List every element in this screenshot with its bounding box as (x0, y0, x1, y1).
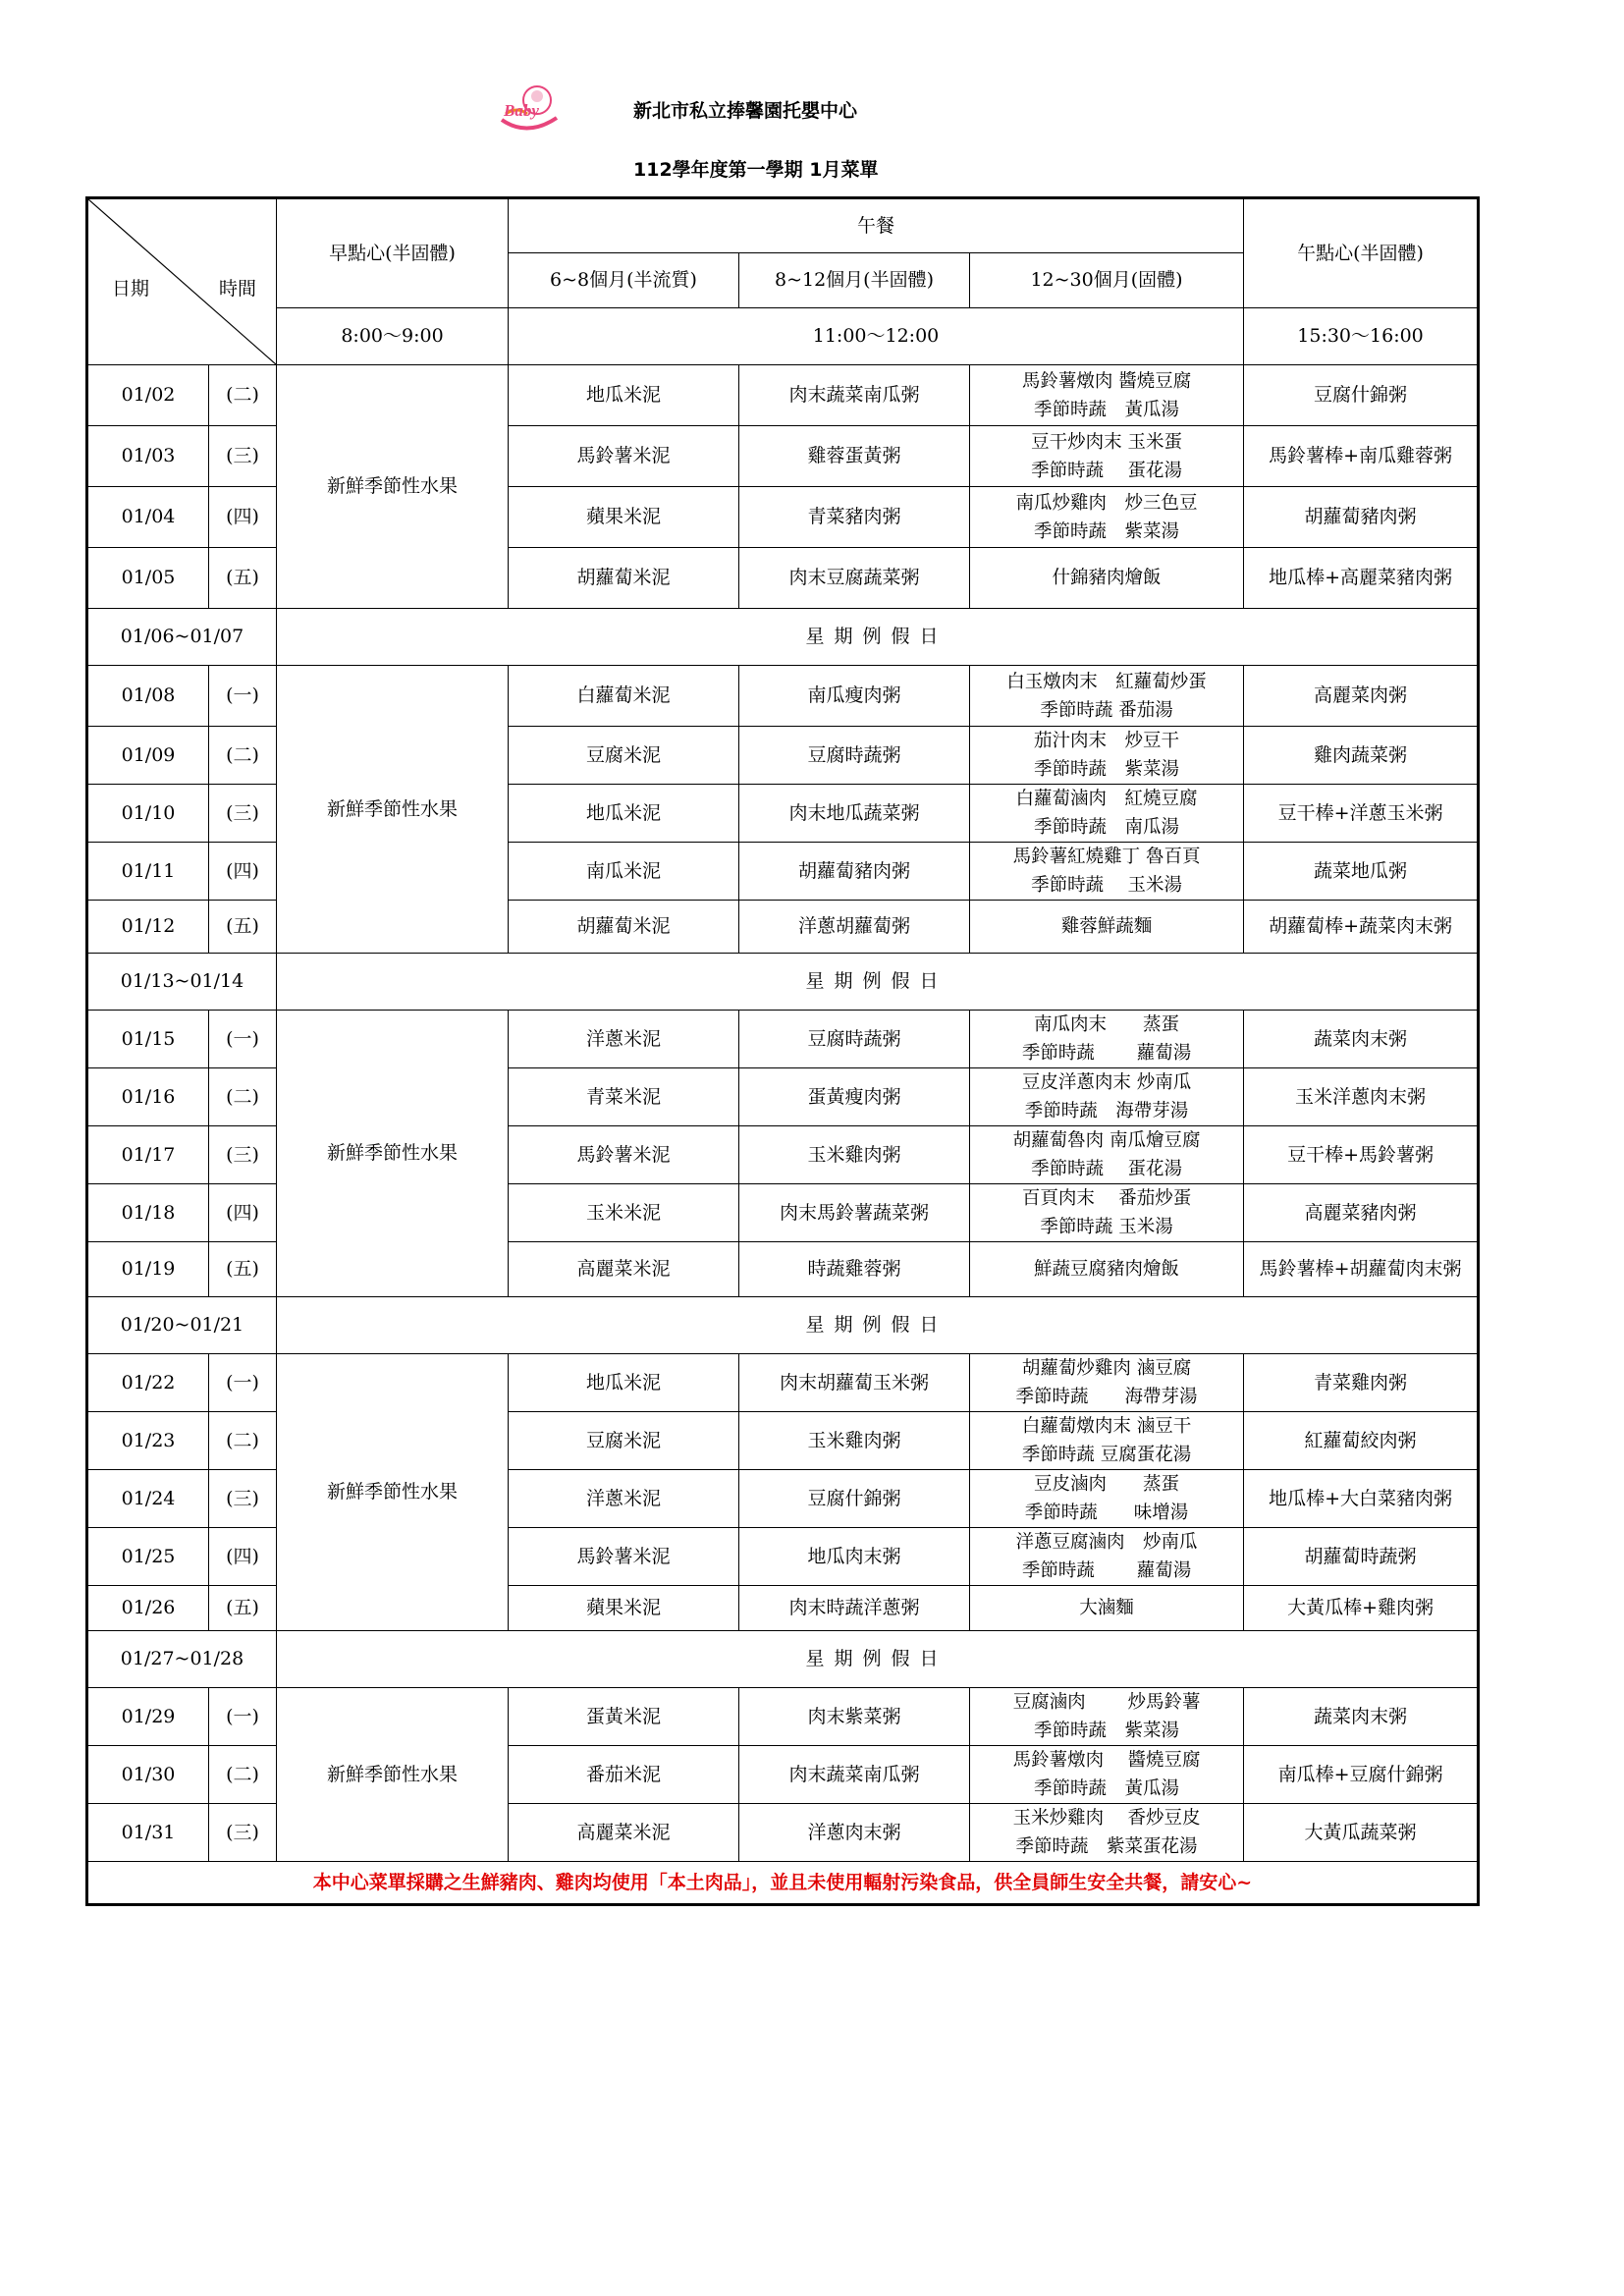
day-of-week: (三) (209, 1470, 277, 1528)
day-date: 01/25 (87, 1528, 209, 1586)
meal-line: 豆干炒肉末 玉米蛋 (1031, 431, 1182, 453)
day-date: 01/15 (87, 1011, 209, 1068)
meal-line: 洋蔥豆腐滷肉 炒南瓜 (1015, 1532, 1198, 1553)
lunch-6-8-meal: 豆腐米泥 (509, 1412, 739, 1470)
afternoon-snack: 高麗菜肉粥 (1244, 666, 1479, 727)
meal-line: 馬鈴薯燉肉 醬燒豆腐 (1012, 1750, 1201, 1771)
day-date: 01/29 (87, 1688, 209, 1746)
lunch-6-8-meal: 地瓜米泥 (509, 365, 739, 426)
lunch-12-30-meal (970, 1354, 1244, 1412)
meal-line: 馬鈴薯紅燒雞丁 魯百頁 (1012, 847, 1201, 867)
afternoon-snack: 蔬菜肉末粥 (1244, 1688, 1479, 1746)
holiday-row (87, 954, 1479, 1011)
lunch-8-12-meal: 雞蓉蛋黃粥 (739, 426, 970, 487)
day-of-week: (五) (209, 1242, 277, 1297)
lunch-6-8-meal: 南瓜米泥 (509, 843, 739, 901)
lunch-12-30-meal (970, 1242, 1244, 1297)
lunch-12-30-meal (970, 901, 1244, 954)
holiday-dates: 01/06~01/07 (87, 609, 277, 666)
lunch-12-30-meal (970, 1011, 1244, 1068)
lunch-time: 11:00～12:00 (509, 308, 1244, 365)
day-date: 01/18 (87, 1184, 209, 1242)
meal-line: 季節時蔬 蘿蔔湯 (1021, 1043, 1192, 1064)
day-date: 01/30 (87, 1746, 209, 1804)
lunch-8-12-meal: 肉末蔬菜南瓜粥 (739, 365, 970, 426)
afternoon-snack: 胡蘿蔔時蔬粥 (1244, 1528, 1479, 1586)
meal-line: 季節時蔬 紫菜湯 (1034, 520, 1180, 542)
lunch-header: 午餐 (509, 198, 1244, 253)
day-of-week: (二) (209, 1746, 277, 1804)
afternoon-snack: 大黃瓜蔬菜粥 (1244, 1804, 1479, 1862)
meal-line: 季節時蔬 玉米湯 (1031, 875, 1182, 896)
breakfast-header: 早點心(半固體) (277, 198, 509, 308)
meal-line: 雞蓉鮮蔬麵 (1060, 916, 1153, 937)
meal-line: 季節時蔬 黃瓜湯 (1034, 399, 1180, 420)
day-of-week: (二) (209, 727, 277, 785)
day-date: 01/02 (87, 365, 209, 426)
lunch-6-8-meal: 高麗菜米泥 (509, 1804, 739, 1862)
table-row (87, 365, 1479, 426)
afternoon-snack: 地瓜棒+大白菜豬肉粥 (1244, 1470, 1479, 1528)
day-date: 01/04 (87, 487, 209, 548)
meal-line: 季節時蔬 紫菜蛋花湯 (1015, 1836, 1198, 1857)
lunch-6-8-meal: 蘋果米泥 (509, 487, 739, 548)
lunch-6-8-meal: 白蘿蔔米泥 (509, 666, 739, 727)
breakfast-fruit: 新鮮季節性水果 (277, 1354, 509, 1631)
lunch-8-12-meal: 豆腐什錦粥 (739, 1470, 970, 1528)
lunch-8-12-meal: 胡蘿蔔豬肉粥 (739, 843, 970, 901)
lunch-6-8-meal: 洋蔥米泥 (509, 1011, 739, 1068)
lunch-6-8-meal: 蛋黃米泥 (509, 1688, 739, 1746)
breakfast-fruit: 新鮮季節性水果 (277, 1011, 509, 1297)
meal-line: 季節時蔬 紫菜湯 (1034, 1721, 1180, 1741)
lunch-8-12-meal: 玉米雞肉粥 (739, 1126, 970, 1184)
table-row (87, 1354, 1479, 1412)
meal-line: 胡蘿蔔炒雞肉 滷豆腐 (1021, 1358, 1192, 1379)
meal-line: 百頁肉末 番茄炒蛋 (1021, 1188, 1192, 1209)
lunch-8-12-meal: 玉米雞肉粥 (739, 1412, 970, 1470)
lunch-12-30-meal (970, 1746, 1244, 1804)
table-row (87, 666, 1479, 727)
lunch-12-30-meal (970, 1184, 1244, 1242)
day-of-week: (四) (209, 1528, 277, 1586)
afternoon-snack: 大黃瓜棒+雞肉粥 (1244, 1586, 1479, 1631)
lunch-8-12-meal: 洋蔥肉末粥 (739, 1804, 970, 1862)
day-of-week: (四) (209, 1184, 277, 1242)
meal-line: 季節時蔬 番茄湯 (1040, 699, 1173, 721)
meal-line: 季節時蔬 紫菜湯 (1034, 759, 1180, 780)
meal-line: 季節時蔬 味增湯 (1024, 1503, 1189, 1523)
day-date: 01/12 (87, 901, 209, 954)
meal-line: 白蘿蔔燉肉末 滷豆干 (1021, 1416, 1192, 1437)
day-of-week: (三) (209, 426, 277, 487)
lunch-12-30-meal (970, 365, 1244, 426)
afternoon-snack: 青菜雞肉粥 (1244, 1354, 1479, 1412)
lunch-6-8-meal: 番茄米泥 (509, 1746, 739, 1804)
day-of-week: (三) (209, 785, 277, 843)
day-date: 01/03 (87, 426, 209, 487)
day-date: 01/10 (87, 785, 209, 843)
lunch-8-12-meal: 豆腐時蔬粥 (739, 727, 970, 785)
menu-title: 112學年度第一學期 1月菜單 (633, 159, 879, 181)
meal-line: 茄汁肉末 炒豆干 (1034, 731, 1180, 751)
snack-header: 午點心(半固體) (1244, 198, 1479, 308)
day-of-week: (一) (209, 666, 277, 727)
afternoon-snack: 南瓜棒+豆腐什錦粥 (1244, 1746, 1479, 1804)
holiday-row (87, 1297, 1479, 1354)
lunch-6-8-meal: 蘋果米泥 (509, 1586, 739, 1631)
day-of-week: (三) (209, 1126, 277, 1184)
meal-line: 南瓜肉末 蒸蛋 (1034, 1014, 1180, 1035)
day-of-week: (四) (209, 843, 277, 901)
afternoon-snack: 紅蘿蔔絞肉粥 (1244, 1412, 1479, 1470)
lunch-8-12-meal: 時蔬雞蓉粥 (739, 1242, 970, 1297)
date-header: 日期 (112, 278, 150, 300)
notice-row (87, 1862, 1479, 1905)
holiday-row (87, 1631, 1479, 1688)
day-of-week: (五) (209, 548, 277, 609)
lunch-6-8-meal: 玉米米泥 (509, 1184, 739, 1242)
lunch-8-12-meal: 青菜豬肉粥 (739, 487, 970, 548)
lunch-6-8-meal: 胡蘿蔔米泥 (509, 548, 739, 609)
lunch-6-8-meal: 馬鈴薯米泥 (509, 426, 739, 487)
afternoon-snack: 豆腐什錦粥 (1244, 365, 1479, 426)
meal-line: 季節時蔬 海帶芽湯 (1024, 1101, 1189, 1121)
table-row (87, 1688, 1479, 1746)
afternoon-snack: 胡蘿蔔棒+蔬菜肉末粥 (1244, 901, 1479, 954)
day-date: 01/16 (87, 1068, 209, 1126)
meal-line: 白玉燉肉末 紅蘿蔔炒蛋 (1006, 671, 1207, 692)
lunch-6-8-meal: 馬鈴薯米泥 (509, 1528, 739, 1586)
lunch-8-12-meal: 南瓜瘦肉粥 (739, 666, 970, 727)
lunch-12-30-meal (970, 548, 1244, 609)
breakfast-fruit: 新鮮季節性水果 (277, 1688, 509, 1862)
breakfast-fruit: 新鮮季節性水果 (277, 365, 509, 609)
day-of-week: (一) (209, 1688, 277, 1746)
meal-line: 季節時蔬 蛋花湯 (1031, 460, 1182, 481)
lunch-6-8-meal: 胡蘿蔔米泥 (509, 901, 739, 954)
snack-time: 15:30～16:00 (1244, 308, 1479, 365)
day-date: 01/31 (87, 1804, 209, 1862)
lunch-12-30-meal (970, 487, 1244, 548)
lunch-8-12-meal: 肉末紫菜粥 (739, 1688, 970, 1746)
meal-line: 季節時蔬 蛋花湯 (1031, 1159, 1182, 1179)
lunch-8-12-meal: 肉末豆腐蔬菜粥 (739, 548, 970, 609)
meal-line: 南瓜炒雞肉 炒三色豆 (1015, 492, 1198, 514)
day-of-week: (三) (209, 1804, 277, 1862)
lunch-8-12-meal: 肉末時蔬洋蔥粥 (739, 1586, 970, 1631)
lunch-6-8-meal: 高麗菜米泥 (509, 1242, 739, 1297)
day-of-week: (二) (209, 365, 277, 426)
lunch-12-30-meal (970, 785, 1244, 843)
holiday-label: 星期例假日 (277, 1631, 1479, 1688)
lunch-12-30-meal (970, 1586, 1244, 1631)
lunch-12-30-meal (970, 666, 1244, 727)
afternoon-snack: 蔬菜肉末粥 (1244, 1011, 1479, 1068)
organization-name: 新北市私立捧馨園托嬰中心 (633, 100, 858, 122)
day-date: 01/24 (87, 1470, 209, 1528)
meal-line: 季節時蔬 南瓜湯 (1034, 817, 1180, 838)
holiday-dates: 01/13~01/14 (87, 954, 277, 1011)
lunch-6-8-meal: 青菜米泥 (509, 1068, 739, 1126)
lunch-6-8-meal: 地瓜米泥 (509, 785, 739, 843)
lunch-12-30-meal (970, 1126, 1244, 1184)
day-date: 01/23 (87, 1412, 209, 1470)
holiday-dates: 01/20~01/21 (87, 1297, 277, 1354)
svg-text:Baby: Baby (504, 101, 539, 120)
breakfast-time: 8:00～9:00 (277, 308, 509, 365)
day-date: 01/17 (87, 1126, 209, 1184)
day-date: 01/22 (87, 1354, 209, 1412)
lunch-6-8-meal: 地瓜米泥 (509, 1354, 739, 1412)
meal-line: 季節時蔬 黃瓜湯 (1034, 1778, 1180, 1799)
table-row (87, 1011, 1479, 1068)
lunch-12-30-meal (970, 843, 1244, 901)
lunch-12-30-meal (970, 727, 1244, 785)
notice-text: 本中心菜單採購之生鮮豬肉、雞肉均使用「本土肉品」，並且未使用輻射污染食品，供全員師生安全共餐，請安心~ (87, 1862, 1479, 1905)
lunch-8-12-meal: 肉末胡蘿蔔玉米粥 (739, 1354, 970, 1412)
day-date: 01/26 (87, 1586, 209, 1631)
afternoon-snack: 蔬菜地瓜粥 (1244, 843, 1479, 901)
meal-line: 玉米炒雞肉 香炒豆皮 (1012, 1808, 1201, 1829)
lunch-8-12-meal: 蛋黃瘦肉粥 (739, 1068, 970, 1126)
meal-line: 馬鈴薯燉肉 醬燒豆腐 (1021, 370, 1192, 392)
day-of-week: (二) (209, 1068, 277, 1126)
meal-line: 什錦豬肉燴飯 (1052, 568, 1162, 588)
lunch-12-30-meal (970, 1688, 1244, 1746)
lunch-12-30-meal (970, 1528, 1244, 1586)
meal-line: 豆腐滷肉 炒馬鈴薯 (1012, 1692, 1201, 1713)
meal-line: 季節時蔬 玉米湯 (1040, 1217, 1173, 1237)
day-date: 01/19 (87, 1242, 209, 1297)
date-time-header (87, 198, 277, 365)
lunch-12-30-meal (970, 426, 1244, 487)
meal-line: 季節時蔬 豆腐蛋花湯 (1021, 1445, 1192, 1465)
day-date: 01/11 (87, 843, 209, 901)
afternoon-snack: 高麗菜豬肉粥 (1244, 1184, 1479, 1242)
afternoon-snack: 馬鈴薯棒+南瓜雞蓉粥 (1244, 426, 1479, 487)
day-of-week: (二) (209, 1412, 277, 1470)
day-date: 01/05 (87, 548, 209, 609)
lunch-12-30-meal (970, 1804, 1244, 1862)
holiday-dates: 01/27~01/28 (87, 1631, 277, 1688)
day-of-week: (四) (209, 487, 277, 548)
afternoon-snack: 馬鈴薯棒+胡蘿蔔肉末粥 (1244, 1242, 1479, 1297)
breakfast-fruit: 新鮮季節性水果 (277, 666, 509, 954)
holiday-label: 星期例假日 (277, 609, 1479, 666)
lunch-8-12-meal: 洋蔥胡蘿蔔粥 (739, 901, 970, 954)
meal-line: 季節時蔬 海帶芽湯 (1015, 1387, 1198, 1407)
lunch-8-12-meal: 肉末馬鈴薯蔬菜粥 (739, 1184, 970, 1242)
menu-table (85, 196, 1480, 1906)
afternoon-snack: 豆干棒+馬鈴薯粥 (1244, 1126, 1479, 1184)
lunch-6-8-meal: 馬鈴薯米泥 (509, 1126, 739, 1184)
day-of-week: (一) (209, 1011, 277, 1068)
lunch-6-8-header: 6~8個月(半流質) (509, 253, 739, 308)
lunch-8-12-meal: 肉末地瓜蔬菜粥 (739, 785, 970, 843)
holiday-row (87, 609, 1479, 666)
lunch-8-12-meal: 地瓜肉末粥 (739, 1528, 970, 1586)
meal-line: 季節時蔬 蘿蔔湯 (1021, 1560, 1192, 1581)
meal-line: 豆皮洋蔥肉末 炒南瓜 (1021, 1072, 1192, 1093)
time-header: 時間 (218, 278, 256, 300)
lunch-8-12-meal: 豆腐時蔬粥 (739, 1011, 970, 1068)
meal-line: 胡蘿蔔魯肉 南瓜燴豆腐 (1012, 1130, 1201, 1151)
baby-logo-icon (498, 81, 563, 136)
lunch-6-8-meal: 洋蔥米泥 (509, 1470, 739, 1528)
lunch-12-30-meal (970, 1470, 1244, 1528)
afternoon-snack: 地瓜棒+高麗菜豬肉粥 (1244, 548, 1479, 609)
meal-line: 豆皮滷肉 蒸蛋 (1034, 1474, 1180, 1495)
day-of-week: (五) (209, 901, 277, 954)
day-date: 01/09 (87, 727, 209, 785)
meal-line: 鮮蔬豆腐豬肉燴飯 (1034, 1259, 1180, 1280)
afternoon-snack: 玉米洋蔥肉末粥 (1244, 1068, 1479, 1126)
afternoon-snack: 雞肉蔬菜粥 (1244, 727, 1479, 785)
lunch-6-8-meal: 豆腐米泥 (509, 727, 739, 785)
holiday-label: 星期例假日 (277, 1297, 1479, 1354)
afternoon-snack: 胡蘿蔔豬肉粥 (1244, 487, 1479, 548)
day-of-week: (五) (209, 1586, 277, 1631)
lunch-8-12-meal: 肉末蔬菜南瓜粥 (739, 1746, 970, 1804)
day-date: 01/08 (87, 666, 209, 727)
lunch-8-12-header: 8~12個月(半固體) (739, 253, 970, 308)
day-of-week: (一) (209, 1354, 277, 1412)
lunch-12-30-header: 12~30個月(固體) (970, 253, 1244, 308)
meal-line: 白蘿蔔滷肉 紅燒豆腐 (1015, 789, 1198, 809)
lunch-12-30-meal (970, 1412, 1244, 1470)
meal-line: 大滷麵 (1079, 1598, 1134, 1618)
lunch-12-30-meal (970, 1068, 1244, 1126)
holiday-label: 星期例假日 (277, 954, 1479, 1011)
afternoon-snack: 豆干棒+洋蔥玉米粥 (1244, 785, 1479, 843)
